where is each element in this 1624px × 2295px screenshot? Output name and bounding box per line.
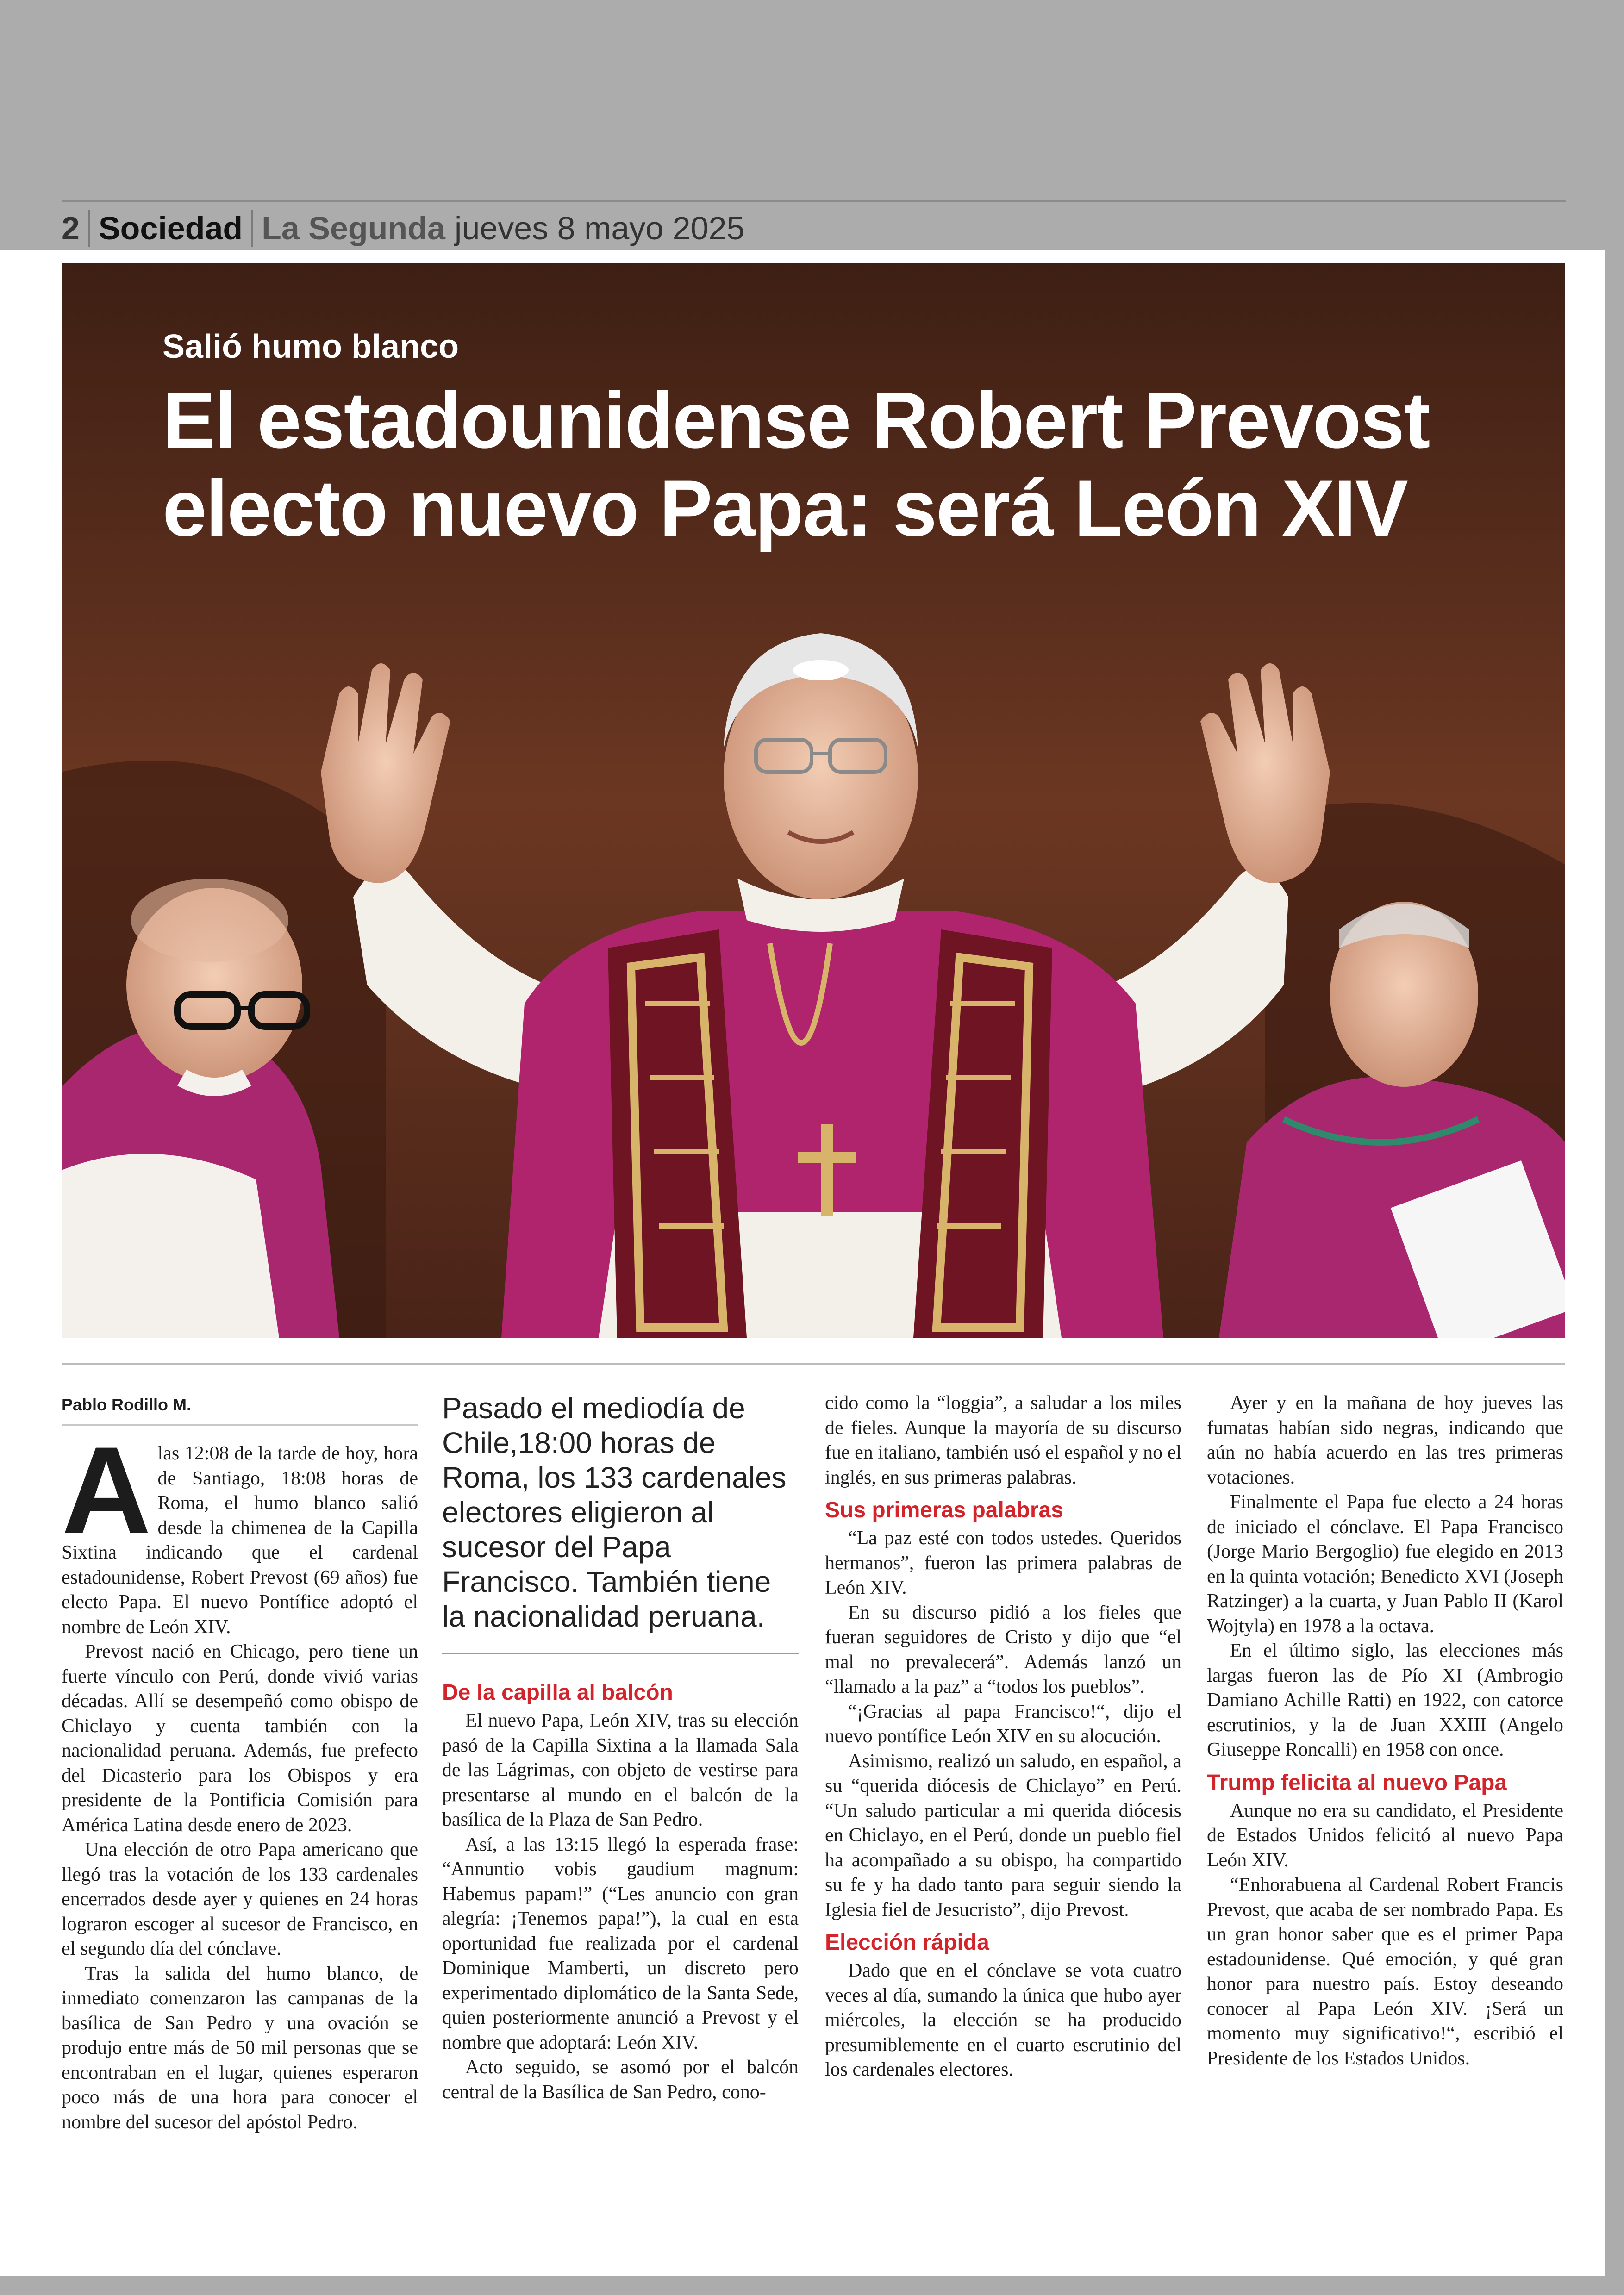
byline: Pablo Rodillo M. [62, 1391, 418, 1426]
paragraph: Prevost nació en Chicago, pero tiene un fuerte vínculo con Perú, donde vivió varias décadas. Allí se desempeñó como obispo de Chiclayo y cuenta también con la nacionalidad peruana. Además, fue prefecto del Dicasterio para los Obispos y era presidente de la Pontificia Comisión para América Latina desde enero de 2023. [62, 1641, 418, 1836]
paragraph: Asimismo, realizó un saludo, en español, a su “querida diócesis de Chiclayo” en Perú. “Un saludo particular a mi querida diócesis en Chiclayo, en el Perú, donde un pueblo fiel ha acompañado a su obispo, ha compartido su fe y ha dado tanto para seguir siendo la Iglesia fiel de Jesucristo”, dijo Prevost. [825, 1750, 1181, 1921]
issue-date: jueves 8 mayo 2025 [454, 210, 745, 246]
paragraph: En su discurso pidió a los fieles que fueran seguidores de Cristo y dijo que “el mal no prevalecerá”. Además lanzó un “llamado a la paz” a “todos los pueblos”. [825, 1602, 1181, 1697]
paragraph: “Enhorabuena al Cardenal Robert Francis Prevost, que acaba de ser nombrado Papa. Es un gran honor saber que es el primer Papa estadounidense. Qué emoción, y qué gran honor para nuestro país. Estoy deseando conocer al Papa León XIV. ¡Será un momento muy significativo!“, escribió el Presidente de los Estados Unidos. [1207, 1874, 1563, 2069]
article-column-2 [442, 1391, 799, 2105]
paragraph: Así, a las 13:15 llegó la esperada frase: “Annuntio vobis gaudium magnum: Habemus papam!” (“Les anuncio con gran alegría: ¡Tenemos papa!”), la cual en esta oportunidad fue realizada por el cardenal Dominique Mamberti, un discreto pero experimentado diplomático de la Santa Sede, quien posteriormente anunció a Prevost y el nombre que adoptará: León XIV. [442, 1834, 799, 2053]
section-name: Sociedad [88, 210, 251, 247]
article-column-1 [62, 1391, 418, 2135]
right-gray-band [1605, 250, 1624, 2295]
paragraph: En el último siglo, las elecciones más largas fueron las de Pío XI (Ambrogio Damiano Achille Ratti) en 1922, con catorce escrutinios, y la de Juan XXIII (Angelo Giuseppe Roncalli) en 1958 con once. [1207, 1640, 1563, 1760]
paragraph: cido como la “loggia”, a saludar a los miles de fieles. Aunque la mayoría de su discurso fue en italiano, también usó el español y no el inglés, en sus primeras palabras. [825, 1392, 1181, 1488]
subheading: Trump felicita al nuevo Papa [1207, 1770, 1507, 1795]
newspaper-name: La Segunda [251, 210, 445, 247]
bottom-gray-band [0, 2276, 1624, 2295]
headline-kicker: Salió humo blanco [162, 328, 459, 365]
paragraph: “La paz esté con todos ustedes. Queridos hermanos”, fueron las primera palabras de León XIV. [825, 1528, 1181, 1598]
page-number: 2 [62, 210, 80, 246]
subheading: Elección rápida [825, 1930, 989, 1955]
article-column-3 [825, 1391, 1181, 2083]
subheading: De la capilla al balcón [442, 1680, 673, 1705]
paragraph: las 12:08 de la tarde de hoy, hora de Santiago, 18:08 horas de Roma, el humo blanco salió desde la chimenea de la Capilla Sixtina indicando que el cardenal estadounidense, Robert Prevost (69 años) fue electo Papa. El nuevo Pontífice adoptó el nombre de León XIV. [62, 1443, 418, 1638]
paragraph: Una elección de otro Papa americano que llegó tras la votación de los 133 cardenales encerrados desde ayer y quienes en 24 horas lograron escoger al sucesor de Francisco, en el segundo día del cónclave. [62, 1839, 418, 1959]
paragraph: “¡Gracias al papa Francisco!“, dijo el nuevo pontífice León XIV en su alocución. [825, 1701, 1181, 1747]
paragraph: El nuevo Papa, León XIV, tras su elección pasó de la Capilla Sixtina a la llamada Sala de las Lágrimas, con objeto de vestirse para presentarse al mundo en el balcón de la basílica de la Plaza de San Pedro. [442, 1710, 799, 1830]
paragraph: Tras la salida del humo blanco, de inmediato comenzaron las campanas de la basílica de San Pedro y una ovación se produjo entre más de 50 mil personas que se encontraban en el lugar, quienes esperaron poco más de una hora para conocer el nombre del sucesor del apóstol Pedro. [62, 1963, 418, 2133]
drop-cap: A [62, 1421, 151, 1559]
paragraph: Ayer y en la mañana de hoy jueves las fumatas habían sido negras, indicando que aún no había acuerdo en las tres primeras votaciones. [1207, 1392, 1563, 1488]
subheading: Sus primeras palabras [825, 1498, 1063, 1522]
photo-bottom-rule [62, 1363, 1565, 1365]
lead-photo [62, 263, 1565, 1338]
paragraph: Acto seguido, se asomó por el balcón central de la Basílica de San Pedro, cono- [442, 2057, 799, 2103]
paragraph: Aunque no era su candidato, el Presidente de Estados Unidos felicitó al nuevo Papa León XIV. [1207, 1800, 1563, 1871]
paragraph: Dado que en el cónclave se vota cuatro veces al día, sumando la única que hubo ayer miércoles, la elección se ha producido presumiblemente en el cuarto escrutinio del los cardenales electores. [825, 1960, 1181, 2080]
article-column-4 [1207, 1391, 1563, 2071]
main-headline: El estadounidense Robert Prevost electo nuevo Papa: será León XIV [162, 376, 1430, 553]
header-rule [62, 200, 1566, 202]
page-masthead [62, 207, 744, 249]
lede-summary: Pasado el mediodía de Chile,18:00 horas de Roma, los 133 cardenales electores eligieron al sucesor del Papa Francisco. También tiene la nacionalidad peruana. [442, 1391, 799, 1654]
paragraph: Finalmente el Papa fue electo a 24 horas de iniciado el cónclave. El Papa Francisco (Jorge Mario Bergoglio) fue elegido en 2013 en la quinta votación; Benedicto XVI (Joseph Ratzinger) a la cuarta, y Juan Pablo II (Karol Wojtyla) en 1978 a la octava. [1207, 1491, 1563, 1637]
